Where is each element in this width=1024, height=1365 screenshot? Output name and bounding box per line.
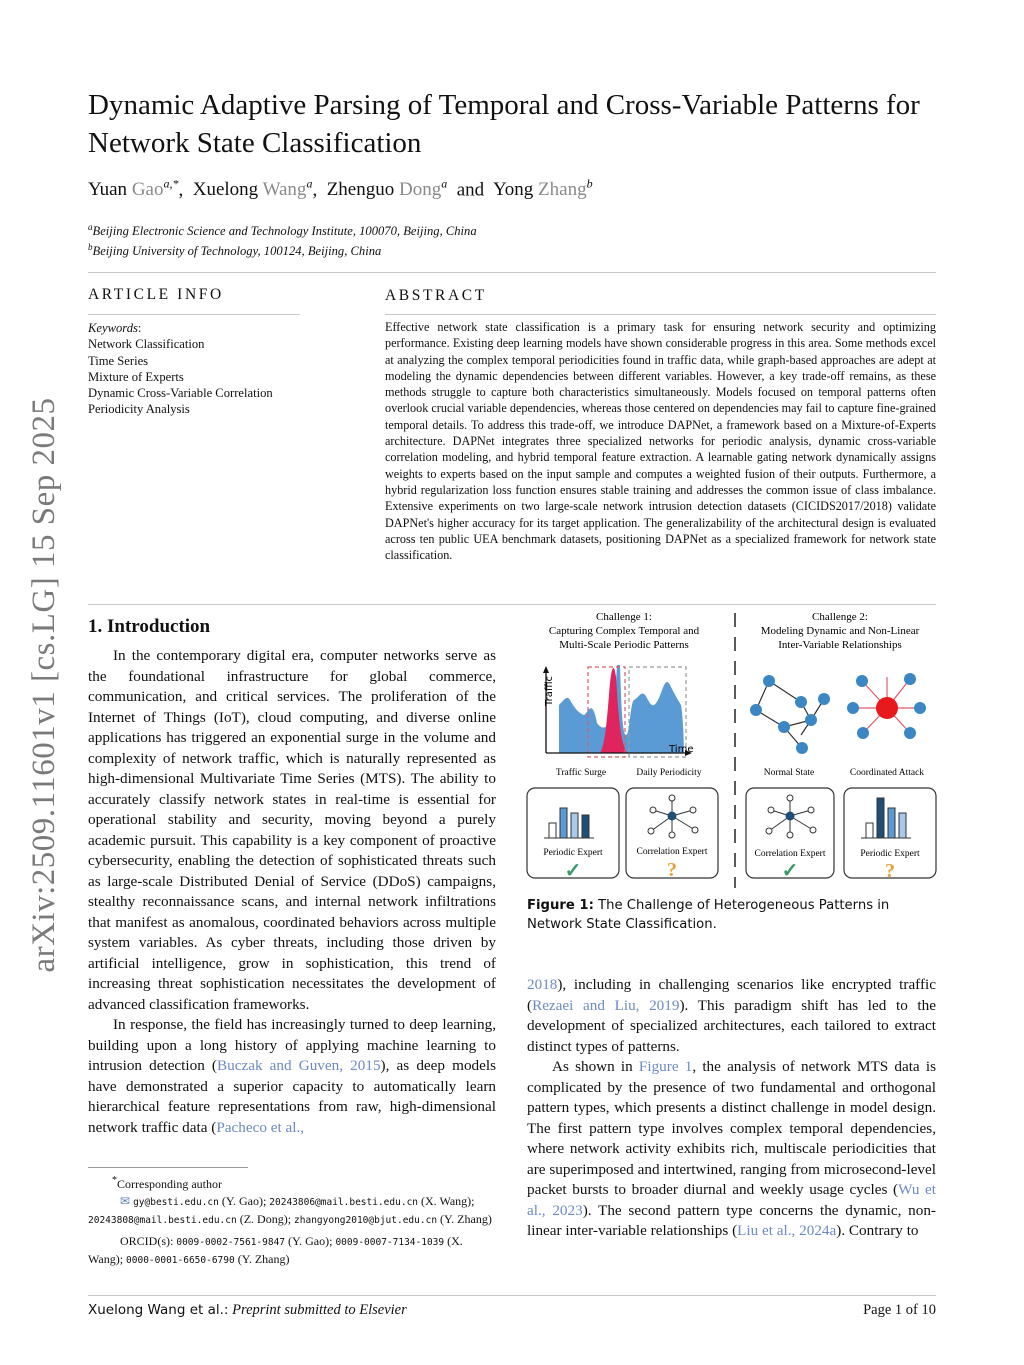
normal-state-graph <box>756 681 824 748</box>
orcid-link[interactable]: 0009-0002-7561-9847 <box>176 1237 286 1248</box>
challenge-1-title: Challenge 1: <box>596 611 652 623</box>
author[interactable]: Zhenguo Dong$^a$ <box>326 177 448 201</box>
network-icon <box>786 812 795 821</box>
abstract-text: Effective network state classification is a primary task for ensuring network security and optimizing performance. Existing deep learning models have shown considerable progress in this area. Some methods excel at analyzing the complex temporal periodicities found in traffic data, while graph-based approaches are adept at modeling the dynamic dependencies between different variables. However, a key trade-off remains, as these methods struggle to capture both characteristics simultaneously. Models focused on temporal patterns often overlook crucial variable dependencies, whereas those centered on dependencies may fail to capture fine-grained temporal details. To address this trade-off, we introduce DAPNet, a framework based on a Mixture-of-Experts architecture. DAPNet integrates three specialized networks for periodic analysis, dynamic cross-variable correlation modeling, and hybrid temporal feature extraction. A learnable gating network dynamically assigns weights to experts based on the input sample and computes a weighted fusion of their outputs. Furthermore, a hybrid regularization loss function ensures stable training and addresses the common issue of class imbalance. Extensive experiments on two large-scale network intrusion detection datasets (CICIDS2017/2018) validate DAPNet's higher accuracy for its target application. The generalizability of the architectural design is evaluated across ten public UEA benchmark datasets, positioning DAPNet as a specialized framework for network state classification. <box>385 320 936 563</box>
challenge-2-line: Modeling Dynamic and Non-Linear <box>760 625 920 637</box>
author-list: Yuan Gao$^{a,*}$, Xuelong Wang$^a$, Zhenguo Dong$^a$ and Yong Zhang$^b$ <box>88 177 593 201</box>
orcid-link[interactable]: 0000-0001-6650-6790 <box>126 1255 235 1266</box>
coordinated-attack-label: Coordinated Attack <box>849 768 925 778</box>
footnote-rule <box>88 1167 248 1168</box>
intro-column-right <box>527 975 936 1242</box>
y-axis-label: Traffic <box>544 675 555 707</box>
svg-text:Correlation Expert: Correlation Expert <box>754 849 826 859</box>
citation-link[interactable]: Pacheco et al., <box>216 1118 305 1136</box>
challenge-1-line: Multi-Scale Periodic Patterns <box>559 639 689 651</box>
svg-text:Correlation Expert: Correlation Expert <box>636 847 708 857</box>
article-info-heading: ARTICLE INFO <box>88 286 224 303</box>
footnotes: *Corresponding author ✉ gy@besti.edu.cn (Y. Gao); 20243806@mail.besti.edu.cn (X. Wang); 20243808@mail.besti.edu.cn (Z. Dong); zhangyong2010@bjut.edu.cn (Y. Zhang) ORCID(s): 0009-0002-7561-9847 (Y. Gao); 0009-0007-7134-1039 (X. Wang); 0000-0001-6650-6790 (Y. Zhang) <box>88 1175 492 1266</box>
citation-link[interactable]: Liu et al., 2024a <box>737 1222 837 1239</box>
paragraph: 2018), including in challenging scenarios like encrypted traffic (Rezaei and Liu, 2019). This paradigm shift has led to the development of specialized architectures, each tailored to extract distinct types of patterns. <box>527 976 936 1055</box>
affiliation: $^a$Beijing Electronic Science and Technology Institute, 100070, Beijing, China <box>88 222 477 239</box>
divider <box>88 1295 936 1296</box>
question-icon: ? <box>885 860 895 882</box>
author[interactable]: Xuelong Wang$^a$ <box>192 177 313 201</box>
normal-state-nodes <box>750 675 830 754</box>
author[interactable]: Yong Zhang$^b$ <box>492 177 593 201</box>
email-link[interactable]: zhangyong2010@bjut.edu.cn <box>294 1215 438 1226</box>
paper-title: Dynamic Adaptive Parsing of Temporal and Cross-Variable Patterns for Network State Classification <box>88 89 920 159</box>
figure-1 <box>522 605 942 890</box>
author[interactable]: Yuan Gao$^{a,*}$ <box>88 177 179 201</box>
affiliation: $^b$Beijing University of Technology, 100124, Beijing, China <box>88 242 382 259</box>
keywords-block: Keywords: Network Classification Time Series Mixture of Experts Dynamic Cross-Variable Correlation Periodicity Analysis <box>88 320 303 418</box>
citation-link[interactable]: 2018 <box>527 976 558 993</box>
keyword: Time Series <box>88 353 149 368</box>
arxiv-identifier: arXiv:2509.11601v1 [cs.LG] 15 Sep 2025 <box>26 397 62 973</box>
attack-center-node <box>876 697 898 719</box>
periodic-expert-box <box>527 788 619 882</box>
abstract-heading: ABSTRACT <box>385 287 487 304</box>
figure-link[interactable]: Figure 1 <box>638 1058 693 1075</box>
correlation-expert-box <box>626 788 718 881</box>
paragraph: In the contemporary digital era, computer networks serve as the foundational infrastructure for global commerce, communication, and critical services. The proliferation of the Internet of Things (IoT), cloud computing, and diverse online applications has triggered an exponential surge in the volume and complexity of network traffic, which is naturally represented as high-dimensional Multivariate Time Series (MTS). The ability to accurately classify network states in real-time is essential for operational stability and security, moving beyond a purely academic pursuit. This capability is a key component of proactive cybersecurity, enabling the detection of sophisticated threats such as large-scale Distributed Denial of Service (DDoS) campaigns, stealthy reconnaissance scans, and internal network infiltrations that manifest as anomalous, coordinated behaviors across multiple system variables. As cyber threats, including those driven by artificial intelligence, grow in sophistication, this trend of increasing threat sophistication necessitates the development of advanced classification frameworks. <box>88 647 496 1013</box>
correlation-expert-box <box>746 788 834 882</box>
check-icon: ✓ <box>564 860 582 882</box>
divider <box>88 314 300 315</box>
paragraph: In response, the field has increasingly turned to deep learning, building upon a long history of applying machine learning to intrusion detection (Buczak and Guven, 2015), as deep models have demonstrated a superior capacity to automatically learn hierarchical feature representations from raw, high-dimensional network traffic data (Pacheco et al., <box>88 1016 496 1136</box>
citation-link[interactable]: Rezaei and Liu, 2019 <box>532 996 680 1014</box>
email-link[interactable]: 20243808@mail.besti.edu.cn <box>88 1215 237 1226</box>
email-link[interactable]: gy@besti.edu.cn <box>133 1197 219 1208</box>
check-icon: ✓ <box>781 860 799 882</box>
page-footer: Xuelong Wang et al.: Preprint submitted to Elsevier Page 1 of 10 <box>88 1302 936 1318</box>
challenge-2-title: Challenge 2: <box>812 611 868 623</box>
daily-periodicity-label: Daily Periodicity <box>636 768 702 778</box>
x-axis-label: Time <box>669 744 694 755</box>
intro-column-left <box>88 646 496 1138</box>
periodic-expert-box <box>844 788 936 882</box>
network-icon <box>668 812 677 821</box>
divider <box>385 314 936 315</box>
citation-link[interactable]: Wu et al., 2023 <box>527 1181 936 1219</box>
email-link[interactable]: 20243806@mail.besti.edu.cn <box>269 1197 419 1208</box>
keyword: Mixture of Experts <box>88 369 184 384</box>
paragraph: As shown in Figure 1, the analysis of network MTS data is complicated by the presence of two fundamental and orthogonal pattern types, which presents a distinct challenge in model design. The first pattern type involves complex temporal dependencies, where network activity exhibits rich, multiscale periodicities that are superimposed and intertwined, ranging from microsecond-level packet bursts to broader diurnal and weekly usage cycles (Wu et al., 2023). The second pattern type concerns the dynamic, non-linear inter-variable relationships (Liu et al., 2024a). Contrary to <box>527 1058 936 1239</box>
keyword: Dynamic Cross-Variable Correlation <box>88 386 273 401</box>
mail-icon: ✉ <box>120 1194 131 1208</box>
challenge-2-line: Inter-Variable Relationships <box>778 639 902 651</box>
svg-text:Periodic Expert: Periodic Expert <box>860 849 920 859</box>
normal-state-label: Normal State <box>763 768 815 778</box>
orcid-link[interactable]: 0009-0007-7134-1039 <box>335 1237 445 1248</box>
svg-text:Periodic Expert: Periodic Expert <box>543 848 603 858</box>
citation-link[interactable]: Buczak and Guven, 2015 <box>217 1057 381 1074</box>
question-icon: ? <box>667 859 677 881</box>
traffic-surge-label: Traffic Surge <box>555 768 607 778</box>
divider <box>88 272 936 273</box>
page-number: Page 1 of 10 <box>863 1302 936 1318</box>
keyword: Periodicity Analysis <box>88 402 190 417</box>
challenge-1-line: Capturing Complex Temporal and <box>548 625 700 637</box>
section-heading: 1. Introduction <box>88 616 211 637</box>
figure-caption: Figure 1: The Challenge of Heterogeneous Patterns in Network State Classification. <box>527 898 890 932</box>
keyword: Network Classification <box>88 337 205 352</box>
